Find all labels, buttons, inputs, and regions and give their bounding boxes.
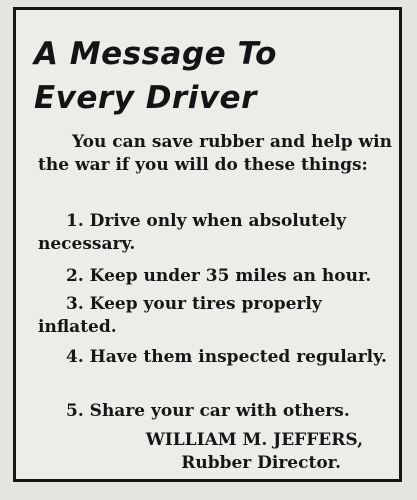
signature-title: Rubber Director. <box>181 453 341 473</box>
list-item: 5. Share your car with others. <box>66 401 350 421</box>
list-item: 2. Keep under 35 miles an hour. <box>66 266 372 286</box>
list-item: 4. Have them inspected regularly. <box>66 347 387 367</box>
headline-line-1: A Message To <box>34 36 277 72</box>
list-item: 3. Keep your tires properly inflated. <box>38 294 322 337</box>
headline-line-2: Every Driver <box>34 80 257 116</box>
intro-paragraph: You can save rubber and help win the war if you will do these things: <box>38 132 392 175</box>
list-item: 1. Drive only when absolutely necessary. <box>38 211 347 254</box>
signature-name: WILLIAM M. JEFFERS, <box>145 430 363 450</box>
ad-border-box <box>13 7 402 482</box>
